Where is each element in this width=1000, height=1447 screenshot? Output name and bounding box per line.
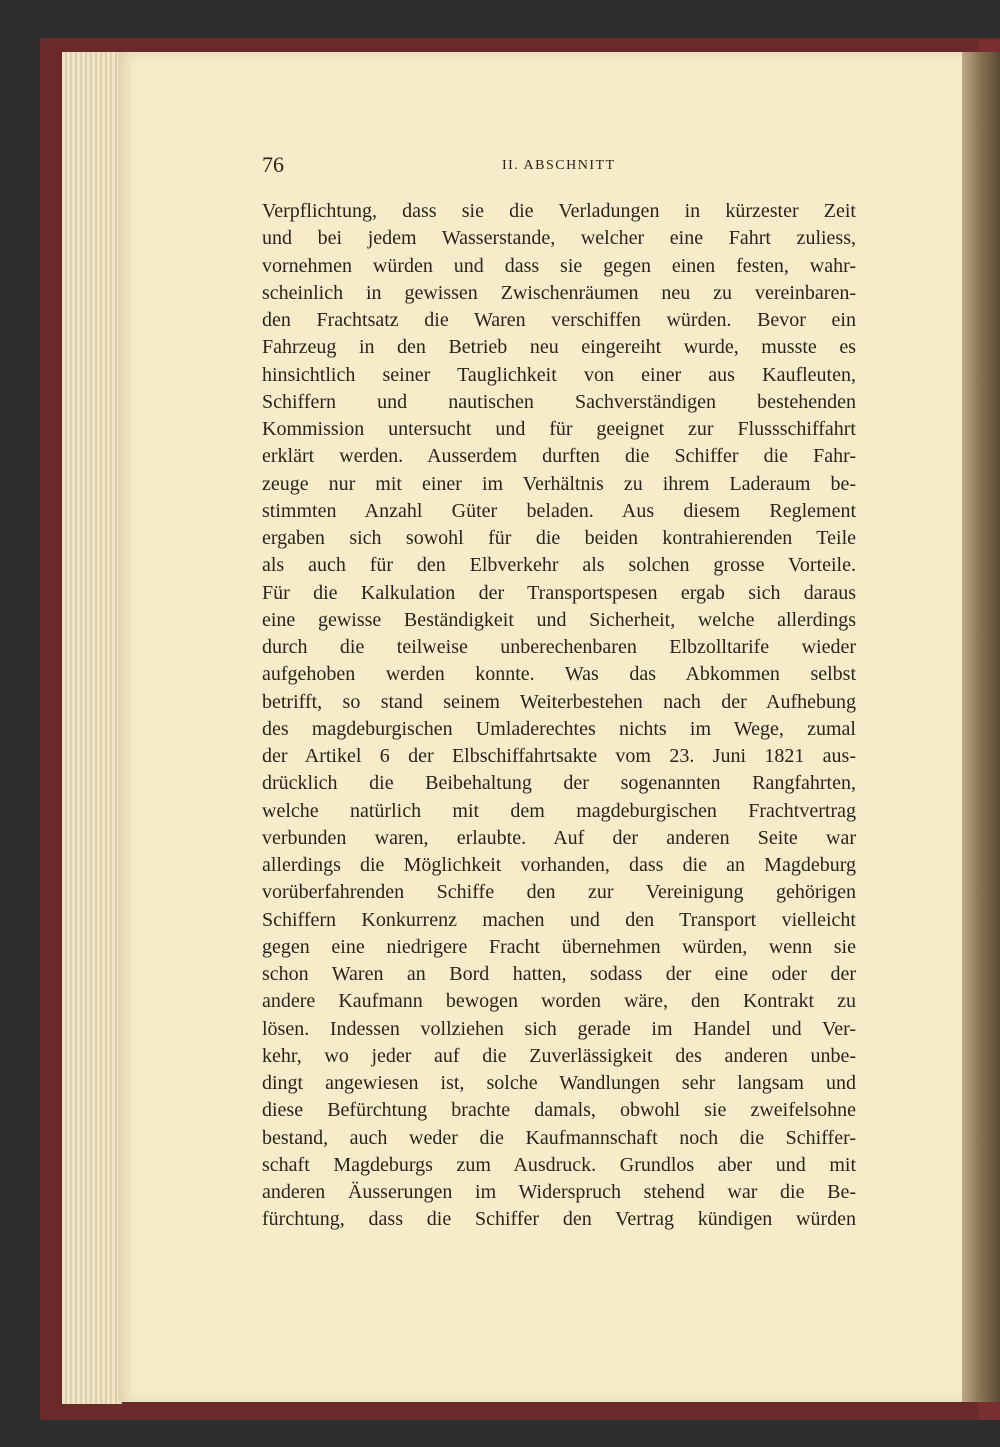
text-line: des magdeburgischen Umladerechtes nichts im Wege, zumal bbox=[262, 717, 856, 740]
page-edges bbox=[62, 52, 122, 1404]
text-line: zeuge nur mit einer im Verhältnis zu ihrem Laderaum be- bbox=[262, 472, 856, 495]
text-line: schon Waren an Bord hatten, sodass der eine oder der bbox=[262, 963, 856, 985]
book-gutter bbox=[962, 52, 1000, 1402]
text-line: der Artikel 6 der Elbschiffahrtsakte vom 23. Juni 1821 aus- bbox=[262, 745, 856, 767]
text-line: verbunden waren, erlaubte. Auf der anderen Seite war bbox=[262, 826, 856, 849]
text-line: aufgehoben werden konnte. Was das Abkommen selbst bbox=[262, 663, 856, 686]
text-line: Schiffern und nautischen Sachverständigen bestehenden bbox=[262, 390, 856, 413]
text-line: vorüberfahrenden Schiffe den zur Vereinigung gehörigen bbox=[262, 881, 856, 904]
text-line: durch die teilweise unberechenbaren Elbzolltarife wieder bbox=[262, 636, 856, 658]
text-line: bestand, auch weder die Kaufmannschaft noch die Schiffer- bbox=[262, 1126, 856, 1149]
text-line: dingt angewiesen ist, solche Wandlungen sehr langsam und bbox=[262, 1072, 856, 1094]
text-line: fürchtung, dass die Schiffer den Vertrag kündigen würden bbox=[262, 1208, 856, 1231]
text-line: welche natürlich mit dem magdeburgischen Frachtvertrag bbox=[262, 799, 856, 822]
text-line: Verpflichtung, dass sie die Verladungen in kürzester Zeit bbox=[262, 200, 856, 222]
text-line: schaft Magdeburgs zum Ausdruck. Grundlos aber und mit bbox=[262, 1153, 856, 1176]
text-line: Fahrzeug in den Betrieb neu eingereiht wurde, musste es bbox=[262, 336, 856, 359]
text-line: allerdings die Möglichkeit vorhanden, dass die an Magdeburg bbox=[262, 854, 856, 876]
text-line: Für die Kalkulation der Transportspesen ergab sich daraus bbox=[262, 581, 856, 604]
page-header bbox=[262, 150, 856, 180]
text-line: andere Kaufmann bewogen worden wäre, den Kontrakt zu bbox=[262, 990, 856, 1013]
text-line: als auch für den Elbverkehr als solchen grosse Vorteile. bbox=[262, 554, 856, 577]
body-text bbox=[262, 198, 856, 1234]
text-line: eine gewisse Beständigkeit und Sicherheit, welche allerdings bbox=[262, 608, 856, 631]
text-line: anderen Äusserungen im Widerspruch stehend war die Be- bbox=[262, 1181, 856, 1203]
page-number: 76 bbox=[262, 152, 284, 177]
text-line: diese Befürchtung brachte damals, obwohl sie zweifelsohne bbox=[262, 1099, 856, 1122]
text-line: lösen. Indessen vollziehen sich gerade im Handel und Ver- bbox=[262, 1017, 856, 1040]
text-line: scheinlich in gewissen Zwischenräumen neu zu vereinbaren- bbox=[262, 281, 856, 304]
text-line: drücklich die Beibehaltung der sogenannten Rangfahrten, bbox=[262, 772, 856, 795]
text-line: ergaben sich sowohl für die beiden kontrahierenden Teile bbox=[262, 527, 856, 549]
text-line: vornehmen würden und dass sie gegen einen festen, wahr- bbox=[262, 254, 856, 277]
text-line: betrifft, so stand seinem Weiterbestehen nach der Aufhebung bbox=[262, 690, 856, 713]
text-line: hinsichtlich seiner Tauglichkeit von einer aus Kaufleuten, bbox=[262, 363, 856, 386]
running-head: II. ABSCHNITT bbox=[502, 158, 616, 173]
text-line: Kommission untersucht und für geeignet zur Flussschiffahrt bbox=[262, 418, 856, 440]
text-line: und bei jedem Wasserstande, welcher eine Fahrt zuliess, bbox=[262, 227, 856, 250]
text-line: den Frachtsatz die Waren verschiffen würden. Bevor ein bbox=[262, 309, 856, 331]
text-line: kehr, wo jeder auf die Zuverlässigkeit des anderen unbe- bbox=[262, 1044, 856, 1067]
text-line: erklärt werden. Ausserdem durften die Schiffer die Fahr- bbox=[262, 445, 856, 468]
text-line: gegen eine niedrigere Fracht übernehmen würden, wenn sie bbox=[262, 935, 856, 958]
text-line: stimmten Anzahl Güter beladen. Aus diesem Reglement bbox=[262, 499, 856, 522]
text-line: Schiffern Konkurrenz machen und den Transport vielleicht bbox=[262, 908, 856, 931]
